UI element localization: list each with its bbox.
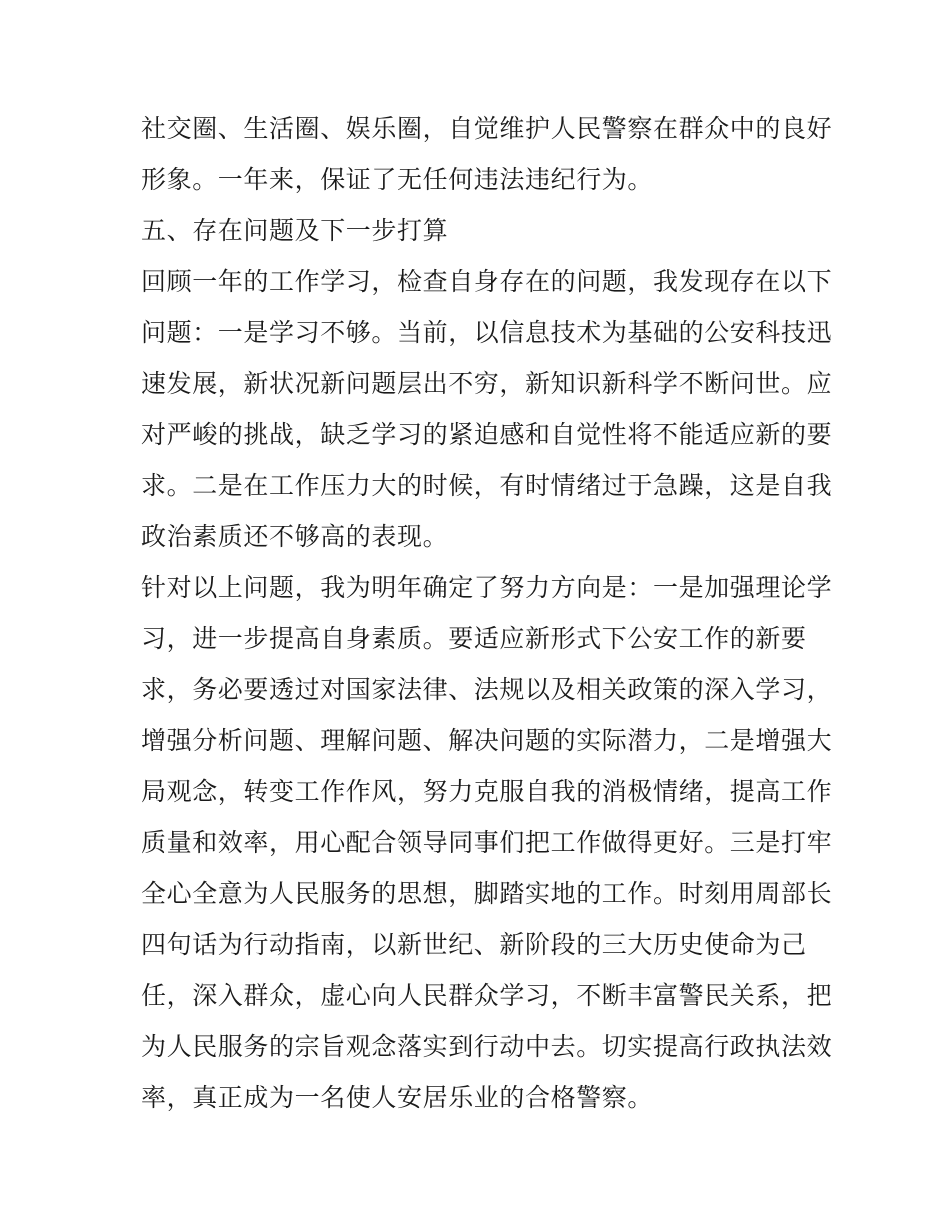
text-line: 为人民服务的宗旨观念落实到行动中去。切实提高行政执法效 [141, 1032, 833, 1061]
text-line: 对严峻的挑战，缺乏学习的紧迫感和自觉性将不能适应新的要 [141, 420, 833, 449]
text-line: 政治素质还不够高的表现。 [141, 522, 449, 551]
text-line: 形象。一年来，保证了无任何违法违纪行为。 [141, 165, 654, 194]
text-line: 回顾一年的工作学习，检查自身存在的问题，我发现存在以下 [141, 267, 833, 296]
text-line: 局观念，转变工作作风，努力克服自我的消极情绪，提高工作 [141, 777, 833, 806]
text-line: 习，进一步提高自身素质。要适应新形式下公安工作的新要 [141, 624, 807, 653]
text-line: 针对以上问题，我为明年确定了努力方向是：一是加强理论学 [141, 573, 833, 602]
text-line: 全心全意为人民服务的思想，脚踏实地的工作。时刻用周部长 [141, 879, 833, 908]
text-line: 求，务必要透过对国家法律、法规以及相关政策的深入学习， [141, 675, 833, 704]
text-line: 率，真正成为一名使人安居乐业的合格警察。 [141, 1083, 654, 1112]
text-line: 问题：一是学习不够。当前，以信息技术为基础的公安科技迅 [141, 318, 833, 347]
text-line: 任，深入群众，虚心向人民群众学习，不断丰富警民关系，把 [141, 981, 833, 1010]
section-heading: 五、存在问题及下一步打算 [141, 216, 449, 245]
text-line: 质量和效率，用心配合领导同事们把工作做得更好。三是打牢 [141, 828, 833, 857]
text-line: 速发展，新状况新问题层出不穷，新知识新科学不断问世。应 [141, 369, 833, 398]
text-line: 四句话为行动指南，以新世纪、新阶段的三大历史使命为己 [141, 930, 807, 959]
text-line: 求。二是在工作压力大的时候，有时情绪过于急躁，这是自我 [141, 471, 833, 500]
text-line: 增强分析问题、理解问题、解决问题的实际潜力，二是增强大 [141, 726, 833, 755]
text-line: 社交圈、生活圈、娱乐圈，自觉维护人民警察在群众中的良好 [141, 114, 833, 143]
